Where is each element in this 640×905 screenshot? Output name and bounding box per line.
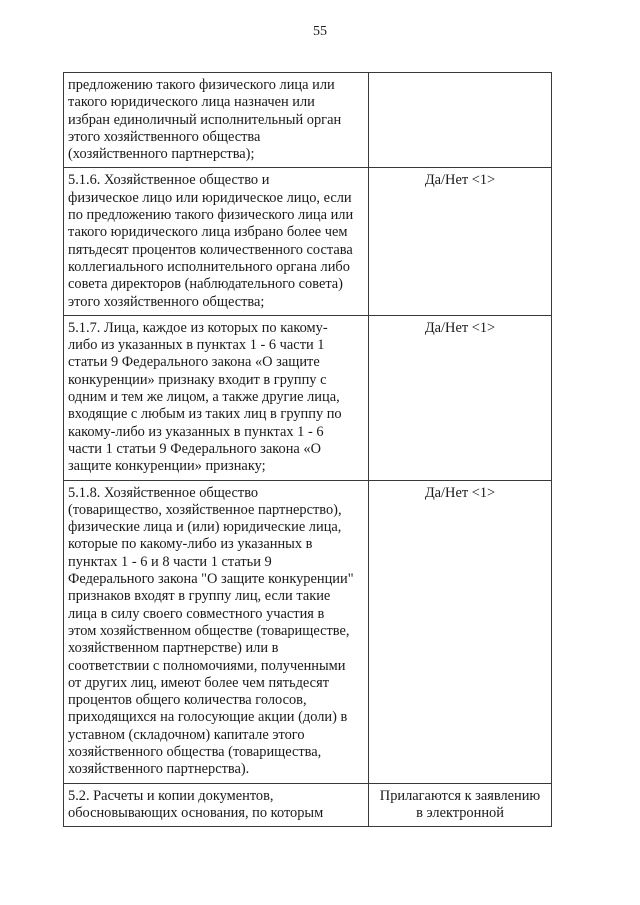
row-5-value: Прилагаются к заявлению в электронной — [379, 787, 541, 821]
form-table — [63, 72, 552, 827]
row-5-description-cell — [64, 783, 369, 827]
row-1-description: предложению такого физического лица или такого юридического лица назначен или избран единоличный исполнительный орган этого хозяйственного общества (хозяйственного партнерства); — [68, 77, 342, 163]
row-2-value: Да/Нет <1> — [424, 172, 496, 189]
page-number: 55 — [313, 24, 327, 39]
row-2-value-cell — [369, 168, 552, 315]
row-4-description: 5.1.8. Хозяйственное общество (товарищество, хозяйственное партнерство), физические лица и (или) юридические лица, которые по какому-либо из указанных в пунктах 1 - 6 и 8 части 1 статьи 9 Федерального закона "О защите конкуренции" признаков входят в группу лиц, если такие лица в силу своего совместного участия в этом хозяйственном обществе (товариществе, хозяйственном партнерстве) или в соответствии с полномочиями, полученными от других лиц, имеют более чем пятьдесят процентов общего количества голосов, приходящихся на голосующие акции (доли) в уставном (складочном) капитале этого хозяйственного общества (товарищества, хозяйственного партнерства). — [68, 484, 354, 778]
table-row — [64, 168, 552, 315]
row-1-value-cell — [369, 73, 552, 168]
row-3-value: Да/Нет <1> — [424, 319, 496, 336]
table-row — [64, 315, 552, 480]
row-5-value-cell — [369, 783, 552, 827]
row-3-value-cell — [369, 315, 552, 480]
row-4-value: Да/Нет <1> — [424, 484, 496, 501]
row-3-description-cell — [64, 315, 369, 480]
row-4-value-cell — [369, 480, 552, 783]
row-3-description: 5.1.7. Лица, каждое из которых по какому- либо из указанных в пунктах 1 - 6 части 1 статьи 9 Федерального закона «О защите конкуренции» признаку входит в группу с одним и тем же лицом, а также другие лица, входящие с любым из таких лиц в группу по какому-либо из указанных в пунктах 1 - 6 части 1 статьи 9 Федерального закона «О защите конкуренции» признаку; — [68, 319, 342, 475]
row-1-description-cell — [64, 73, 369, 168]
table-row — [64, 783, 552, 827]
table-row — [64, 73, 552, 168]
row-2-description: 5.1.6. Хозяйственное общество и физическое лицо или юридическое лицо, если по предложению такого физического лица или такого юридического лица избрано более чем пятьдесят процентов количественного состава коллегиального исполнительного органа либо совета директоров (наблюдательного совета) этого хозяйственного общества; — [68, 172, 354, 310]
row-5-description: 5.2. Расчеты и копии документов, обосновывающих основания, по которым — [68, 787, 324, 821]
row-2-description-cell — [64, 168, 369, 315]
row-4-description-cell — [64, 480, 369, 783]
table-row — [64, 480, 552, 783]
